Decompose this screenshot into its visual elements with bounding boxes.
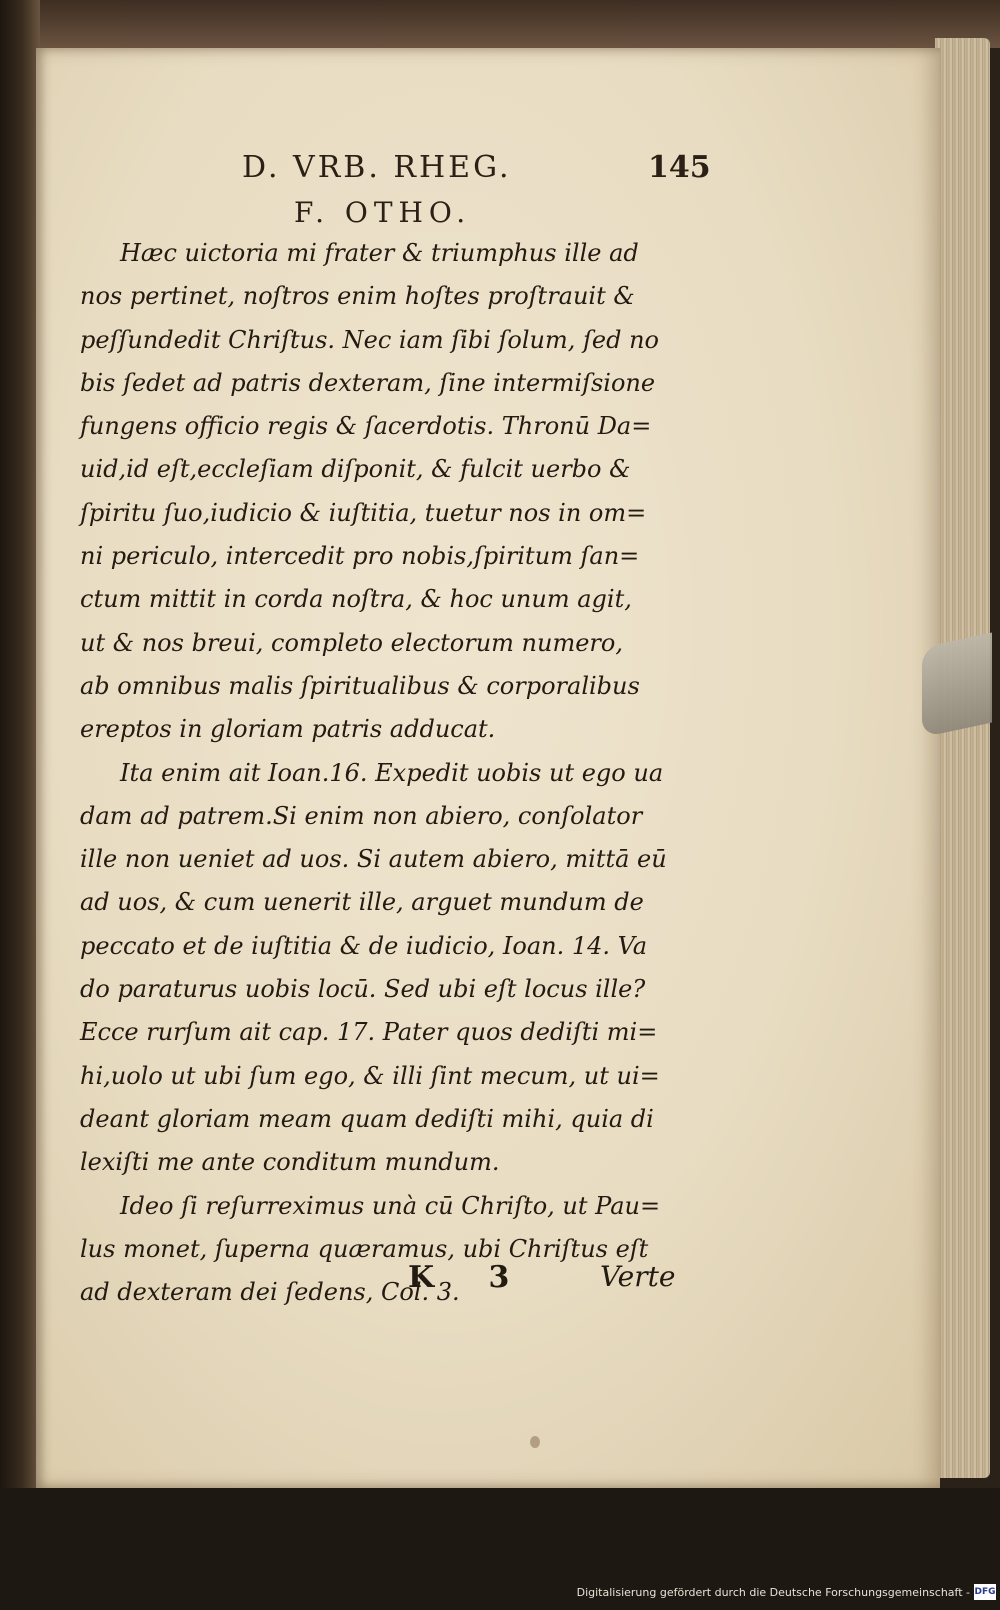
text-line: dam ad patrem.Si enim non abiero, conſolator — [80, 801, 643, 830]
paper-stain — [530, 1436, 540, 1448]
text-line: ab omnibus malis ſpiritualibus & corporalibus — [80, 671, 640, 700]
section-subtitle: F. OTHO. — [294, 196, 472, 229]
text-line: ctum mittit in corda noſtra, & hoc unum agit, — [80, 585, 632, 614]
running-title: D. VRB. RHEG. — [242, 150, 512, 185]
text-line: nos pertinet, noſtros enim hoſtes proſtrauit & — [80, 282, 635, 311]
text-line: ut & nos breui, completo electorum numero, — [80, 628, 623, 657]
text-line: ereptos in gloriam patris adducat. — [80, 715, 496, 744]
page-footer — [0, 1260, 940, 1300]
text-line: peccato et de iuſtitia & de iudicio, Ioan. 14. Va — [80, 931, 648, 960]
page-edges — [935, 38, 990, 1478]
text-line: bis ſedet ad patris dexteram, ſine intermiſsione — [80, 368, 656, 397]
text-line: ille non ueniet ad uos. Si autem abiero, mittā eū — [80, 845, 667, 874]
text-line: lexiſti me ante conditum mundum. — [80, 1148, 500, 1177]
text-line: Ecce rurſum ait cap. 17. Pater quos dediſti mi= — [80, 1018, 658, 1047]
text-line: ſpiritu ſuo,iudicio & iuſtitia, tuetur nos in om= — [80, 498, 647, 527]
body-text — [80, 232, 720, 1314]
text-line: uid,id eſt,eccleſiam diſponit, & fulcit uerbo & — [80, 455, 631, 484]
text-line: fungens officio regis & ſacerdotis. Thronū Da= — [80, 412, 652, 441]
text-line: deant gloriam meam quam dediſti mihi, quia di — [80, 1104, 654, 1133]
dfg-logo: DFG — [974, 1584, 996, 1600]
text-line: ad dexteram dei ſedens, Col. 3. — [80, 1278, 460, 1307]
book-cover-top — [0, 0, 1000, 48]
text-line: peſſundedit Chriſtus. Nec iam ſibi ſolum, ſed no — [80, 325, 659, 354]
text-line: ni periculo, intercedit pro nobis,ſpiritum ſan= — [80, 542, 640, 571]
book-cover-edge — [0, 0, 40, 1530]
digitization-credit: Digitalisierung gefördert durch die Deutsche Forschungsgemeinschaft - — [576, 1586, 970, 1599]
page-number: 145 — [648, 150, 711, 185]
bookmark-clip — [922, 633, 992, 738]
catchword: Verte — [600, 1260, 676, 1293]
text-line: Hæc uictoria mi frater & triumphus ille ad — [120, 239, 639, 267]
page-header — [0, 150, 940, 190]
text-line: Ideo ſi reſurreximus unà cū Chriſto, ut Pau= — [120, 1191, 661, 1220]
text-line: do paraturus uobis locū. Sed ubi eſt locus ille? — [80, 975, 646, 1004]
text-line: lus monet, ſuperna quæramus, ubi Chriſtus eſt — [80, 1234, 649, 1263]
text-line: Ita enim ait Ioan.16. Expedit uobis ut ego ua — [120, 758, 664, 787]
text-line: hi,uolo ut ubi ſum ego, & illi ſint mecum, ut ui= — [80, 1061, 660, 1090]
text-line: ad uos, & cum uenerit ille, arguet mundum de — [80, 888, 644, 917]
signature-mark: K 3 — [408, 1260, 532, 1295]
